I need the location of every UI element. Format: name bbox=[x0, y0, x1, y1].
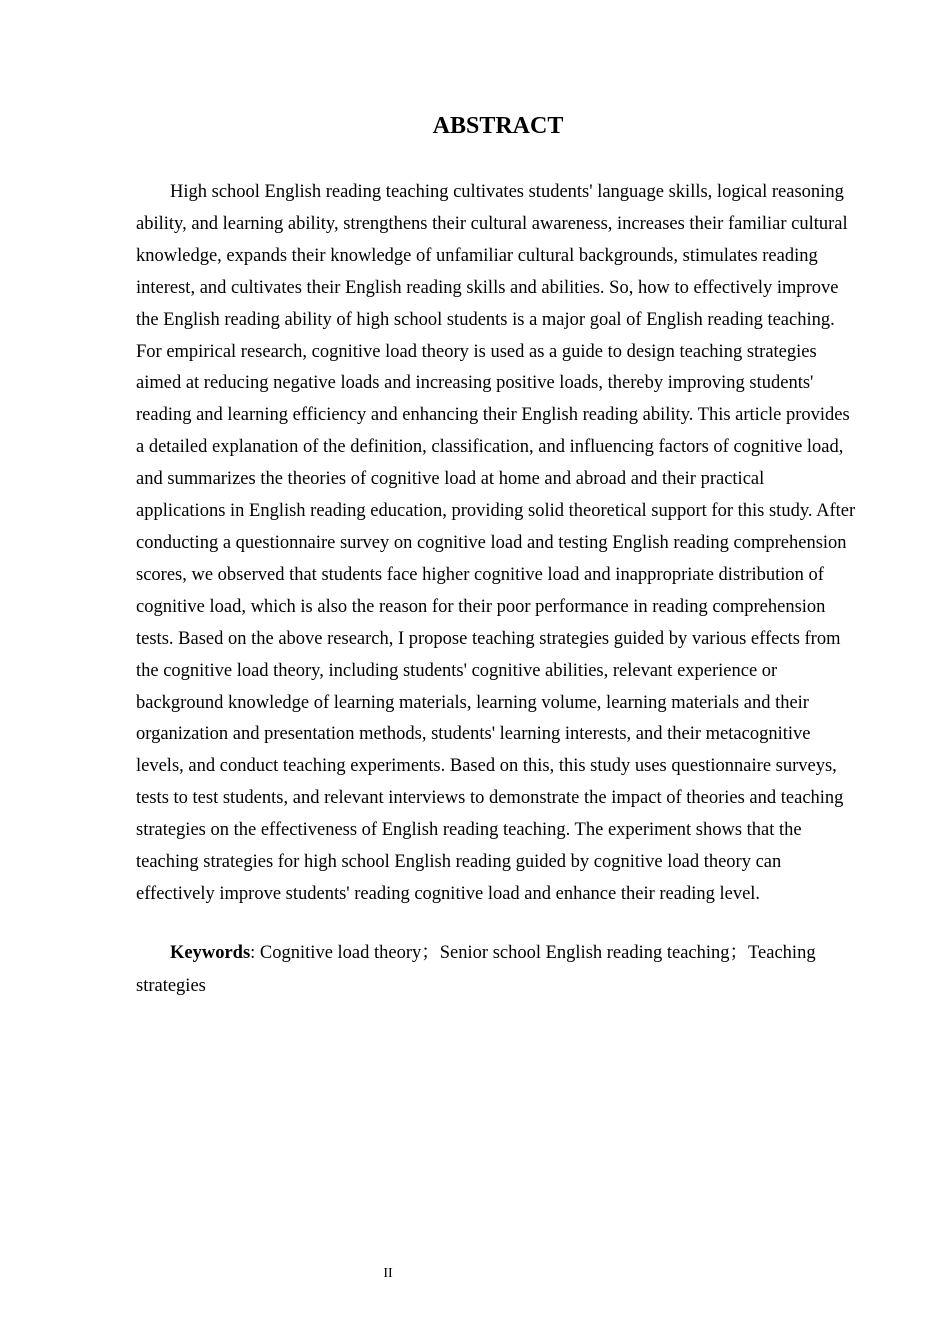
keywords-text: : Cognitive load theory；Senior school English reading teaching；Teaching strategies bbox=[136, 943, 816, 996]
abstract-title: ABSTRACT bbox=[432, 113, 564, 139]
page-number: II bbox=[383, 1266, 393, 1281]
keywords-line bbox=[136, 937, 858, 1003]
abstract-paragraph: High school English reading teaching cultivates students' language skills, logical reasoning ability, and learning ability, strengthens their cultural awareness, increases their familiar cultural knowledge, expands their knowledge of unfamiliar cultural backgrounds, stimulates reading interest, and cultivates their English reading skills and abilities. So, how to effectively improve the English reading ability of high school students is a major goal of English reading teaching. For empirical research, cognitive load theory is used as a guide to design teaching strategies aimed at reducing negative loads and increasing positive loads, thereby improving students' reading and learning efficiency and enhancing their English reading ability. This article provides a detailed explanation of the definition, classification, and influencing factors of cognitive load, and summarizes the theories of cognitive load at home and abroad and their practical applications in English reading education, providing solid theoretical support for this study. After conducting a questionnaire survey on cognitive load and testing English reading comprehension scores, we observed that students face higher cognitive load and inappropriate distribution of cognitive load, which is also the reason for their poor performance in reading comprehension tests. Based on the above research, I propose teaching strategies guided by various effects from the cognitive load theory, including students' cognitive abilities, relevant experience or background knowledge of learning materials, learning volume, learning materials and their organization and presentation methods, students' learning interests, and their metacognitive levels, and conduct teaching experiments. Based on this, this study uses questionnaire surveys, tests to test students, and relevant interviews to demonstrate the impact of theories and teaching strategies on the effectiveness of English reading teaching. The experiment shows that the teaching strategies for high school English reading guided by cognitive load theory can effectively improve students' reading cognitive load and enhance their reading level. bbox=[136, 182, 856, 904]
keywords-label: Keywords bbox=[170, 943, 251, 963]
